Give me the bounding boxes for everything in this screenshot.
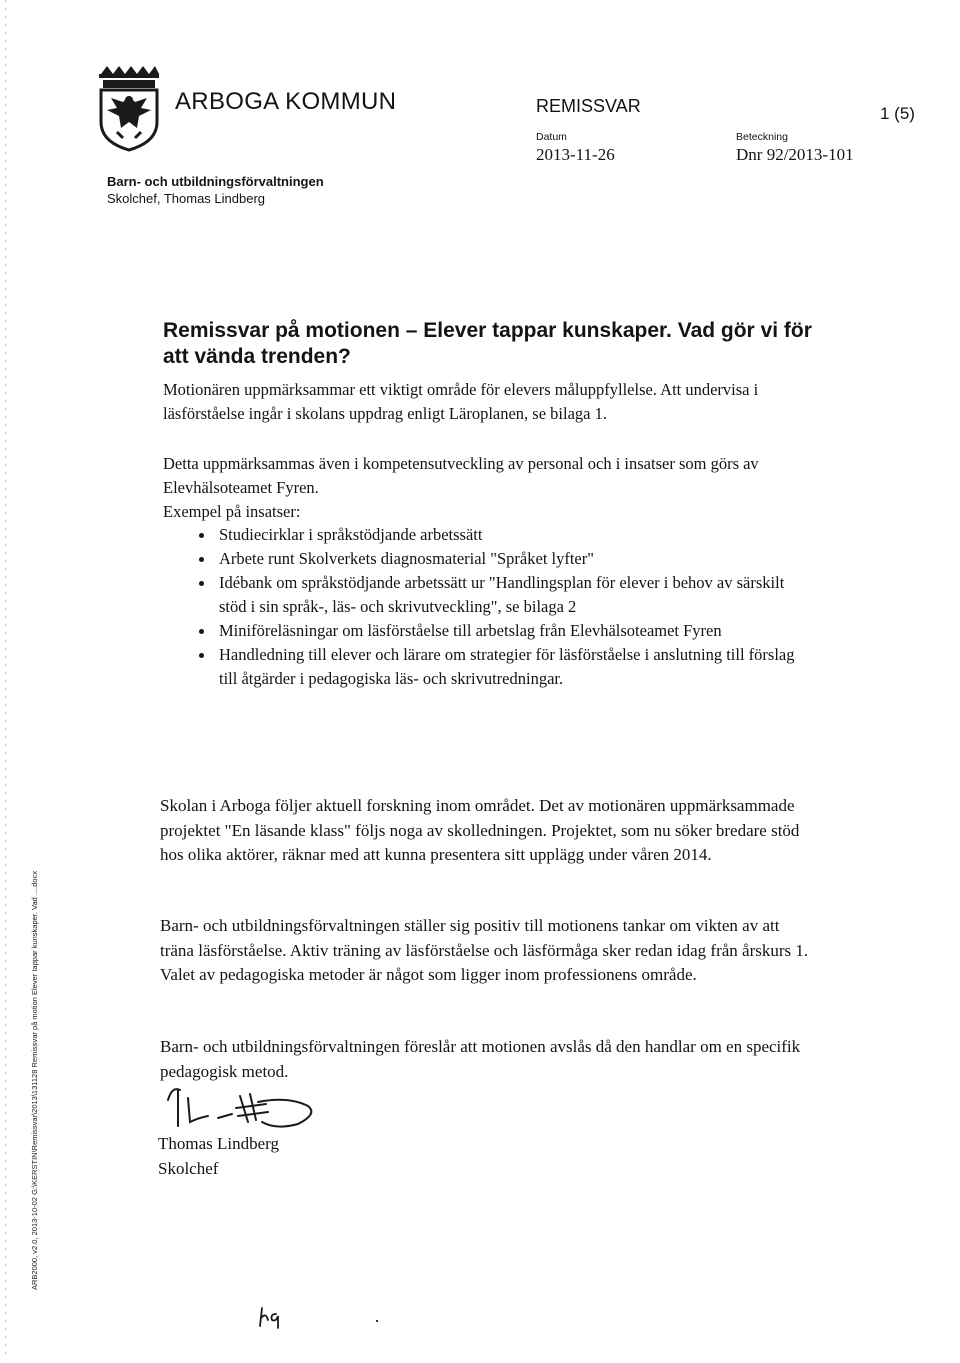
proposal-paragraph: Barn- och utbildningsförvaltningen föreslår att motionen avslås då den handlar om en specifik pedagogisk metod.	[160, 1037, 801, 1081]
signer-title: Skolchef	[158, 1159, 219, 1178]
date-label: Datum	[536, 131, 567, 143]
file-path-footer: ARB2000, v2.0, 2013-10-02 G:\KERSTIN\Remissvar\2013\131128 Remissvar på motion Elever tappar kunskaper. Vad ....docx	[30, 870, 39, 1290]
list-item: Idébank om språkstödjande arbetssätt ur "Handlingsplan för elever i behov av särskilt stöd i sin språk-, läs- och skrivutveckling", se bilaga 2	[163, 571, 803, 619]
organization-name: ARBOGA KOMMUN	[175, 88, 397, 115]
list-item: Arbete runt Skolverkets diagnosmaterial "Språket lyfter"	[163, 547, 803, 571]
list-item: Miniföreläsningar om läsförståelse till arbetslag från Elevhälsoteamet Fyren	[163, 619, 803, 643]
reference-label: Beteckning	[736, 131, 788, 143]
intro-paragraph-2: Detta uppmärksammas även i kompetensutveckling av personal och i insatser som görs av Elevhälsoteamet Fyren.	[163, 454, 759, 497]
list-item: Handledning till elever och lärare om strategier för läsförståelse i anslutning till förslag till åtgärder i pedagogiska läs- och skrivutredningar.	[163, 643, 803, 691]
date-value: 2013-11-26	[536, 145, 615, 164]
list-item: Studiecirklar i språkstödjande arbetssätt	[163, 523, 803, 547]
coat-of-arms-logo	[97, 64, 161, 152]
page-number: 1 (5)	[880, 104, 915, 123]
position-paragraph: Barn- och utbildningsförvaltningen ställer sig positiv till motionens tankar om vikten av att träna läsförståelse. Aktiv träning av läsförståelse och läsförmåga sker redan idag från årskurs 1. Valet av pedagogiska metoder är något som ligger inom professionens område.	[160, 916, 809, 984]
document-title: Remissvar på motionen – Elever tappar kunskaper. Vad gör vi för att vända trenden?	[163, 319, 812, 368]
research-paragraph: Skolan i Arboga följer aktuell forskning inom området. Det av motionären uppmärksammade projektet "En läsande klass" följs noga av skolledningen. Projektet, som nu söker bredare stöd hos olika aktörer, räknar med att kunna presentera sitt upplägg under våren 2014.	[160, 796, 800, 864]
handwritten-initials-mark	[256, 1306, 288, 1330]
sender-name: Skolchef, Thomas Lindberg	[107, 191, 266, 206]
reference-value: Dnr 92/2013-101	[736, 145, 854, 164]
signature-block	[158, 1131, 279, 1181]
scan-edge-line	[4, 0, 7, 1358]
intro-paragraph-1: Motionären uppmärksammar ett viktigt område för elevers måluppfyllelse. Att undervisa i läsförståelse ingår i skolans uppdrag enligt Läroplanen, se bilaga 1.	[163, 380, 759, 423]
examples-heading: Exempel på insatser:	[163, 502, 301, 521]
signer-name: Thomas Lindberg	[158, 1134, 280, 1153]
examples-list	[163, 523, 803, 691]
department-name: Barn- och utbildningsförvaltningen	[107, 174, 324, 189]
stray-dot	[376, 1320, 378, 1322]
document-type: REMISSVAR	[536, 96, 641, 116]
